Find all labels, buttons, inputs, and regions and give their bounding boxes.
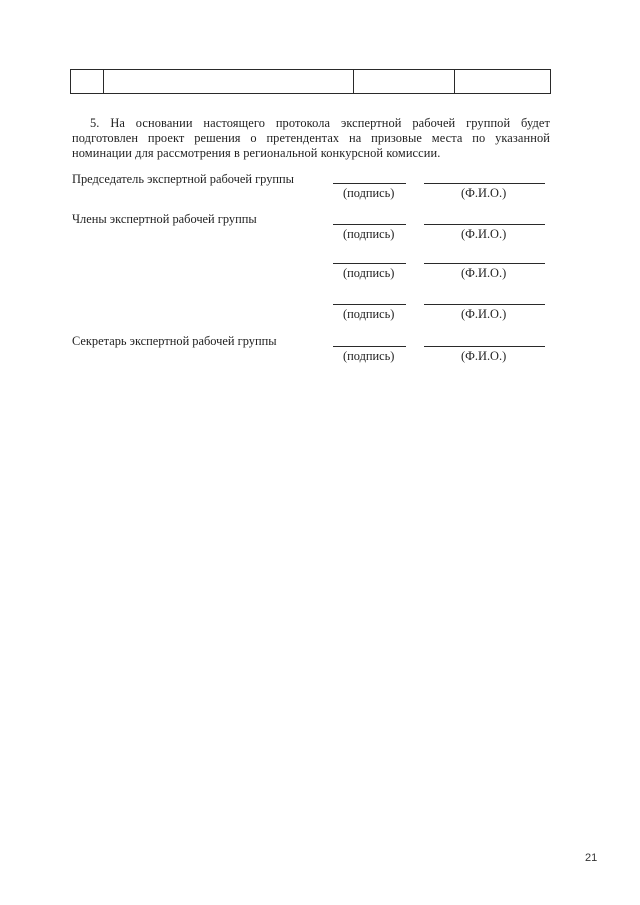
page-number: 21: [585, 852, 598, 864]
member-3-name-caption: (Ф.И.О.): [461, 307, 507, 321]
member-3-name-line: [424, 304, 545, 305]
member-1-signature-line: [333, 224, 406, 225]
member-2-signature-caption: (подпись): [343, 266, 395, 280]
member-2-name-caption: (Ф.И.О.): [461, 266, 507, 280]
table-cell: [71, 70, 104, 93]
member-3-signature-line: [333, 304, 406, 305]
secretary-name-caption: (Ф.И.О.): [461, 349, 507, 363]
member-2-signature-line: [333, 263, 406, 264]
secretary-name-line: [424, 346, 545, 347]
table-cell: [455, 70, 550, 93]
chairman-name-line: [424, 183, 545, 184]
secretary-signature-caption: (подпись): [343, 349, 395, 363]
table-fragment: [70, 69, 551, 94]
member-1-name-line: [424, 224, 545, 225]
member-1-name-caption: (Ф.И.О.): [461, 227, 507, 241]
chairman-signature-caption: (подпись): [343, 186, 395, 200]
member-2-name-line: [424, 263, 545, 264]
members-label: Члены экспертной рабочей группы: [72, 212, 257, 226]
member-1-signature-caption: (подпись): [343, 227, 395, 241]
chairman-label: Председатель экспертной рабочей группы: [72, 172, 294, 186]
secretary-label: Секретарь экспертной рабочей группы: [72, 334, 277, 348]
chairman-signature-line: [333, 183, 406, 184]
chairman-name-caption: (Ф.И.О.): [461, 186, 507, 200]
table-cell: [104, 70, 354, 93]
table-cell: [354, 70, 455, 93]
secretary-signature-line: [333, 346, 406, 347]
member-3-signature-caption: (подпись): [343, 307, 395, 321]
paragraph-item-5: 5. На основании настоящего протокола экспертной рабочей группой будет подготовлен проект решения о претендентах на призовые места по указанной номинации для рассмотрения в региональной конкурсной комиссии.: [72, 116, 550, 160]
